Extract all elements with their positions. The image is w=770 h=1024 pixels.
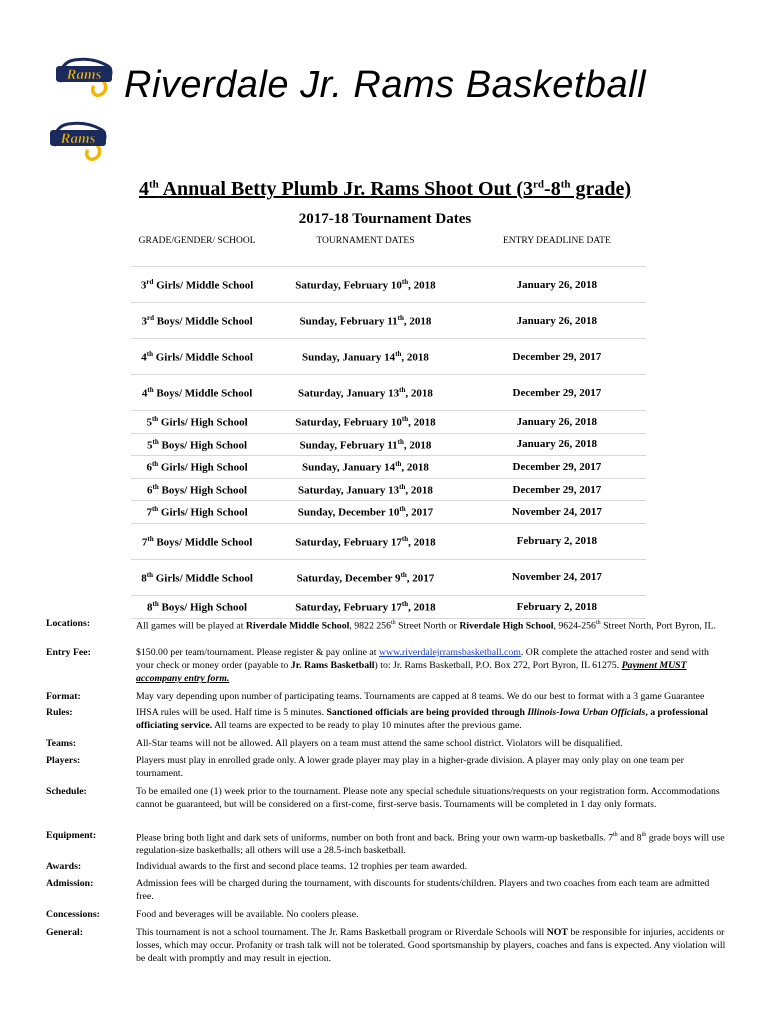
table-title: 2017-18 Tournament Dates bbox=[298, 211, 472, 227]
table-row bbox=[131, 501, 646, 524]
info-value: IHSA rules will be used. Half time is 5 minutes. Sanctioned officials are being provided through Illinois-Iowa Urban Officials, a professional officiating service. All teams are expected to be ready to play 10 minutes after the previous game. bbox=[136, 707, 709, 732]
table-row bbox=[131, 456, 646, 479]
entry-deadline-cell: February 2, 2018 bbox=[468, 595, 646, 618]
grade-cell: 8th Girls/ Middle School bbox=[131, 559, 263, 595]
grade-cell: 7th Girls/ High School bbox=[131, 501, 263, 524]
registration-link[interactable]: www.riverdalejrramsbasketball.com bbox=[378, 647, 521, 658]
table-row bbox=[131, 267, 646, 303]
info-players bbox=[46, 754, 726, 785]
page-title: Riverdale Jr. Rams Basketball bbox=[124, 64, 647, 106]
info-value: May vary depending upon number of participating teams. Tournaments are capped at 8 teams. We do our best to format with a 3 game Guarantee bbox=[136, 691, 705, 702]
tournament-date-cell: Sunday, February 11th, 2018 bbox=[263, 303, 468, 339]
info-value: All games will be played at Riverdale Middle School, 9822 256th Street North or Riverdale High School, 9624-256th Street North, Port Byron, IL. bbox=[136, 620, 716, 632]
entry-deadline-cell: November 24, 2017 bbox=[468, 559, 646, 595]
table-row bbox=[131, 375, 646, 411]
info-label: General: bbox=[46, 927, 83, 938]
info-label: Schedule: bbox=[46, 786, 87, 797]
table-row bbox=[131, 303, 646, 339]
info-awards bbox=[46, 860, 726, 877]
table-row bbox=[131, 433, 646, 456]
grade-cell: 7th Boys/ Middle School bbox=[131, 523, 263, 559]
info-value: $150.00 per team/tournament. Please register & pay online at www.riverdalejrramsbasketball.com. OR complete the attached roster and send with your check or money order (payable to Jr. Rams Basketball) to: Jr. Rams Basketball, P.O. Box 272, Port Byron, IL 61275. Payment MUST accompany entry form. bbox=[136, 647, 709, 685]
entry-deadline-cell: December 29, 2017 bbox=[468, 456, 646, 479]
svg-text:Rams: Rams bbox=[60, 131, 96, 147]
grade-cell: 3rd Girls/ Middle School bbox=[131, 267, 263, 303]
grade-cell: 8th Boys/ High School bbox=[131, 595, 263, 618]
info-label: Locations: bbox=[46, 618, 91, 629]
info-label: Concessions: bbox=[46, 909, 100, 920]
entry-deadline-cell: January 26, 2018 bbox=[468, 267, 646, 303]
event-subtitle: 4th Annual Betty Plumb Jr. Rams Shoot Out (3rd-8th grade) bbox=[138, 178, 632, 200]
info-label: Entry Fee: bbox=[46, 647, 91, 658]
grade-cell: 4th Girls/ Middle School bbox=[131, 339, 263, 375]
entry-deadline-cell: December 29, 2017 bbox=[468, 375, 646, 411]
tournament-date-cell: Saturday, January 13th, 2018 bbox=[263, 375, 468, 411]
info-teams bbox=[46, 737, 726, 754]
table-row bbox=[131, 595, 646, 618]
info-value: Players must play in enrolled grade only. A lower grade player may play in a higher-grade division. A player may only play on one team per tournament. bbox=[136, 755, 684, 780]
column-header-tournament-dates: TOURNAMENT DATES bbox=[263, 229, 468, 267]
info-schedule bbox=[46, 785, 726, 829]
table-row bbox=[131, 523, 646, 559]
entry-deadline-cell: November 24, 2017 bbox=[468, 501, 646, 524]
grade-cell: 6th Girls/ High School bbox=[131, 456, 263, 479]
tournament-info bbox=[46, 617, 726, 970]
tournament-dates-table bbox=[131, 229, 646, 619]
info-value: Please bring both light and dark sets of uniforms, number on both front and back. Bring your own warm-up basketballs. 7th and 8th grade boys will use regulation-size basketballs; all others will use a 28.5-inch basketball. bbox=[136, 832, 725, 857]
rams-logo-icon bbox=[46, 116, 112, 162]
info-locations bbox=[46, 617, 726, 646]
grade-cell: 6th Boys/ High School bbox=[131, 478, 263, 501]
info-value: All-Star teams will not be allowed. All players on a team must attend the same school district. Violators will be disqualified. bbox=[136, 738, 623, 749]
tournament-date-cell: Saturday, February 10th, 2018 bbox=[263, 267, 468, 303]
info-format bbox=[46, 690, 726, 706]
rams-logo-icon bbox=[52, 52, 118, 98]
tournament-date-cell: Saturday, December 9th, 2017 bbox=[263, 559, 468, 595]
grade-cell: 3rd Boys/ Middle School bbox=[131, 303, 263, 339]
entry-deadline-cell: December 29, 2017 bbox=[468, 478, 646, 501]
table-row bbox=[131, 339, 646, 375]
tournament-date-cell: Saturday, February 17th, 2018 bbox=[263, 523, 468, 559]
info-label: Admission: bbox=[46, 878, 94, 889]
svg-text:Rams: Rams bbox=[66, 67, 102, 83]
entry-deadline-cell: January 26, 2018 bbox=[468, 433, 646, 456]
grade-cell: 5th Girls/ High School bbox=[131, 411, 263, 434]
tournament-date-cell: Sunday, January 14th, 2018 bbox=[263, 339, 468, 375]
info-label: Players: bbox=[46, 755, 81, 766]
info-equipment bbox=[46, 829, 726, 860]
tournament-date-cell: Sunday, January 14th, 2018 bbox=[263, 456, 468, 479]
info-value: Food and beverages will be available. No coolers please. bbox=[136, 909, 359, 920]
info-label: Equipment: bbox=[46, 830, 97, 841]
info-concessions bbox=[46, 908, 726, 926]
grade-cell: 5th Boys/ High School bbox=[131, 433, 263, 456]
info-label: Awards: bbox=[46, 861, 82, 872]
info-value: To be emailed one (1) week prior to the tournament. Please note any special schedule situations/requests on your registration form. Accommodations cannot be guaranteed, but will be considered on a first-come, first-serve basis. Tournaments will be completed in 1 day only formats. bbox=[136, 786, 720, 811]
info-entry-fee bbox=[46, 646, 726, 690]
info-label: Format: bbox=[46, 691, 81, 702]
tournament-date-cell: Sunday, December 10th, 2017 bbox=[263, 501, 468, 524]
table-header-row bbox=[131, 229, 646, 267]
column-header-entry-deadline: ENTRY DEADLINE DATE bbox=[468, 229, 646, 267]
entry-deadline-cell: January 26, 2018 bbox=[468, 411, 646, 434]
info-value: Admission fees will be charged during the tournament, with discounts for students/children. Players and two coaches from each team are admitted free. bbox=[136, 878, 710, 903]
table-row bbox=[131, 559, 646, 595]
info-rules bbox=[46, 706, 726, 737]
info-label: Rules: bbox=[46, 707, 73, 718]
table-row bbox=[131, 478, 646, 501]
rams-logo bbox=[46, 116, 112, 162]
column-header-grade: GRADE/GENDER/ SCHOOL bbox=[131, 229, 263, 267]
rams-logo bbox=[52, 52, 118, 98]
entry-deadline-cell: February 2, 2018 bbox=[468, 523, 646, 559]
info-value: This tournament is not a school tournament. The Jr. Rams Basketball program or Riverdale Schools will NOT be responsible for injuries, accidents or losses, which may occur. Profanity or trash talk will not be tolerated. Good sportsmanship by players, coaches and fans is expected. Any violation will be dealt with promptly and may result in ejection. bbox=[136, 927, 726, 965]
tournament-date-cell: Saturday, February 17th, 2018 bbox=[263, 595, 468, 618]
entry-deadline-cell: January 26, 2018 bbox=[468, 303, 646, 339]
info-value: Individual awards to the first and second place teams. 12 trophies per team awarded. bbox=[136, 861, 468, 872]
entry-deadline-cell: December 29, 2017 bbox=[468, 339, 646, 375]
tournament-date-cell: Sunday, February 11th, 2018 bbox=[263, 433, 468, 456]
tournament-date-cell: Saturday, February 10th, 2018 bbox=[263, 411, 468, 434]
info-label: Teams: bbox=[46, 738, 77, 749]
info-general bbox=[46, 926, 726, 970]
table-row bbox=[131, 411, 646, 434]
info-admission bbox=[46, 877, 726, 908]
tournament-date-cell: Saturday, January 13th, 2018 bbox=[263, 478, 468, 501]
grade-cell: 4th Boys/ Middle School bbox=[131, 375, 263, 411]
